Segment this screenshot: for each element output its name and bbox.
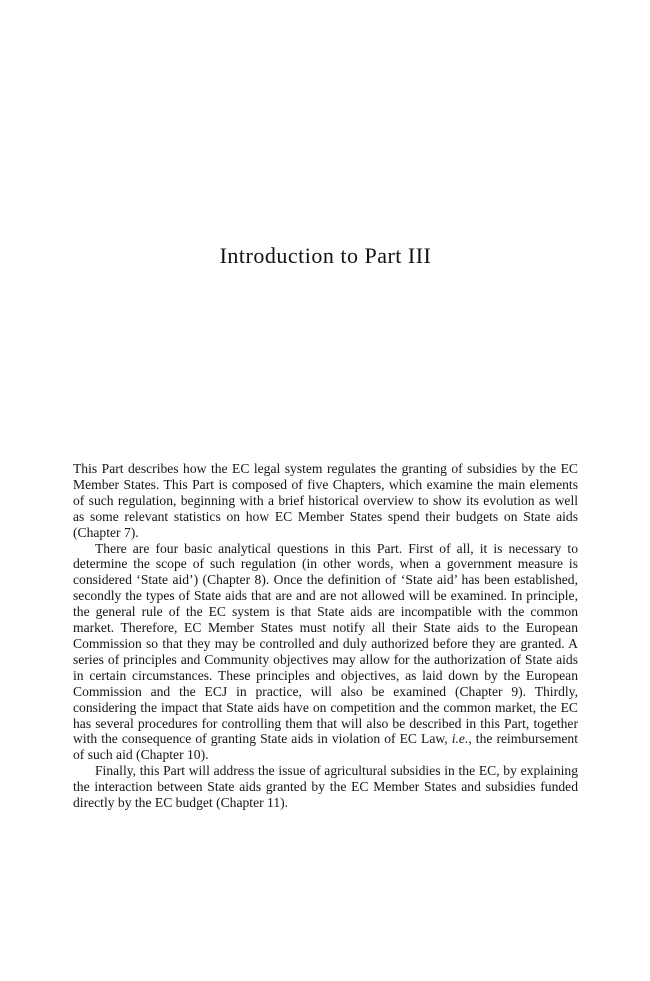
body-text-block <box>73 461 578 811</box>
paragraph-3 <box>73 763 578 811</box>
paragraph-2 <box>73 541 578 764</box>
paragraph-2-text-start: There are four basic analytical questions in this Part. First of all, it is necessary to determine the scope of such regulation (in other words, when a government measure is considered ‘State aid’) (Chapter 8). Once the definition of ‘State aid’ has been established, secondly the types of State aids that are and are not allowed will be examined. In principle, the general rule of the EC system is that State aids are incompatible with the common market. Therefore, EC Member States must notify all their State aids to the European Commission so that they may be controlled and duly authorized before they are granted. A series of principles and Community objectives may allow for the authorization of State aids in certain circumstances. These principles and objectives, as laid down by the European Commission and the ECJ in practice, will also be examined (Chapter 9). Thirdly, considering the impact that State aids have on competition and the common market, the EC has several procedures for controlling them that will also be described in this Part, together with the consequence of granting State aids in violation of EC Law, <box>73 540 578 747</box>
paragraph-1 <box>73 461 578 541</box>
paragraph-2-text-end: , the reimbursement of such aid (Chapter 10). <box>73 731 578 763</box>
paragraph-1-text: This Part describes how the EC legal system regulates the granting of subsidies by the EC Member States. This Part is composed of five Chapters, which examine the main elements of such regulation, beginning with a brief historical overview to show its evolution as well as some relevant statistics on how EC Member States spend their budgets on State aids (Chapter 7). <box>73 461 578 540</box>
page-title: Introduction to Part III <box>219 243 432 268</box>
paragraph-2-italic-ie: i.e. <box>451 731 469 747</box>
paragraph-3-text: Finally, this Part will address the issue of agricultural subsidies in the EC, by explaining the interaction between State aids granted by the EC Member States and subsidies funded directly by the EC budget (Chapter 11). <box>73 763 578 811</box>
